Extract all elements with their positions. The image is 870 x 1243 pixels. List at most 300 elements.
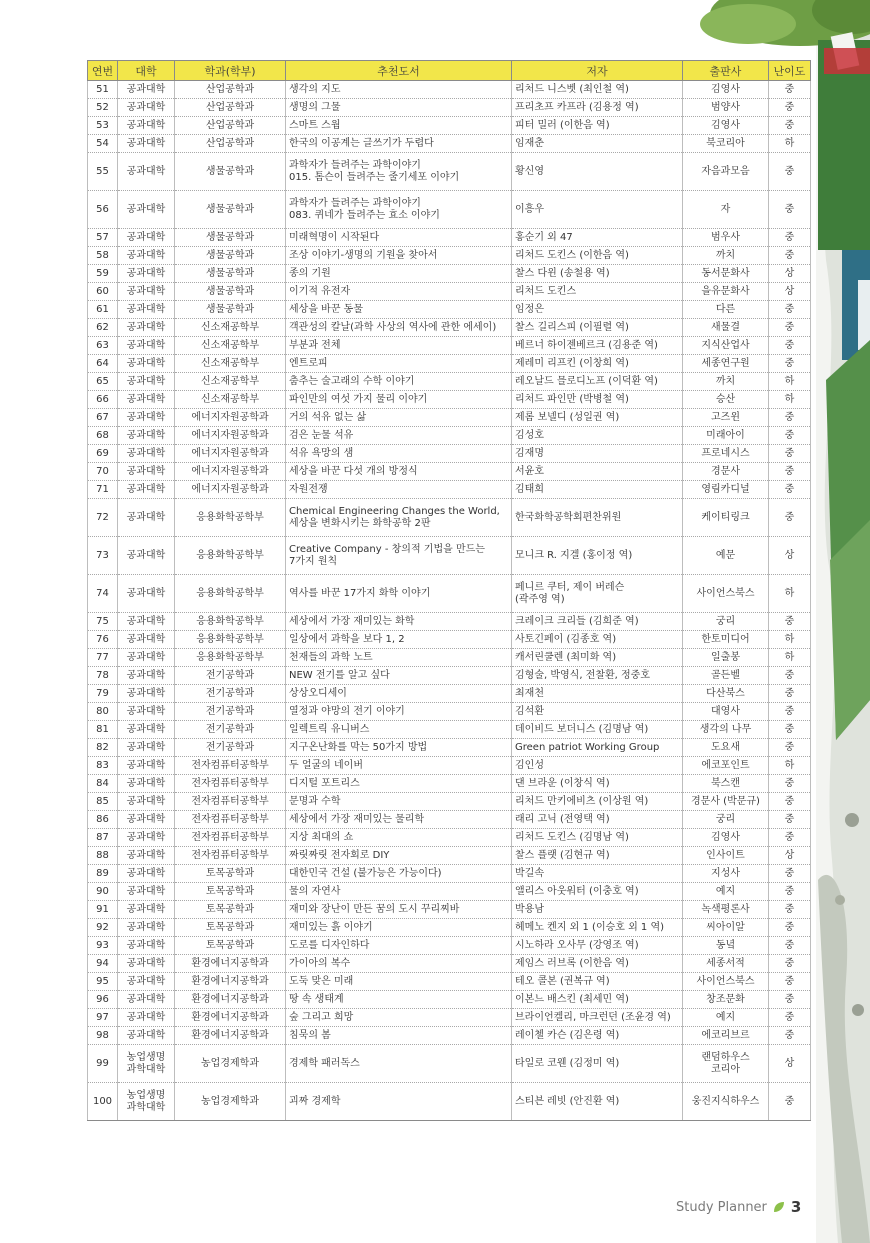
table-row <box>88 301 811 319</box>
cell-publisher <box>683 463 769 481</box>
cell-text-line: 제레미 리프킨 (이창희 역) <box>515 357 629 369</box>
cell-text-line: 경문사 (박문규) <box>691 795 760 807</box>
cell-author <box>512 499 683 537</box>
cell-text-line: 63 <box>96 339 109 351</box>
cell-publisher <box>683 427 769 445</box>
cell-author <box>512 919 683 937</box>
cell-text-line: 공과대학 <box>126 993 166 1005</box>
cell-author <box>512 793 683 811</box>
cell-text-line: 공과대학 <box>126 705 166 717</box>
cell-text-line: 씨아이알 <box>706 921 745 933</box>
cell-text-line: 083. 퀴네가 들려주는 효소 이야기 <box>289 209 440 221</box>
cell-publisher <box>683 775 769 793</box>
cell-text-line: 찰스 플랫 (김현규 역) <box>515 849 610 861</box>
cell-text-line: 공과대학 <box>126 741 166 753</box>
table-row <box>88 81 811 99</box>
cell-text-line: 인사이트 <box>706 849 745 861</box>
cell-publisher <box>683 391 769 409</box>
cell-text-line: 공과대학 <box>126 1011 166 1023</box>
cell-author <box>512 721 683 739</box>
cell-difficulty <box>769 631 811 649</box>
cell-text-line: 리처드 니스벳 (최인철 역) <box>515 83 629 95</box>
cell-text-line: 응용화학공학부 <box>196 549 264 561</box>
cell-book-title <box>286 1045 512 1083</box>
table-row <box>88 811 811 829</box>
cell-publisher <box>683 721 769 739</box>
cell-book-title <box>286 847 512 865</box>
cell-department <box>175 631 286 649</box>
cell-difficulty <box>769 703 811 721</box>
cell-text-line: 석유 욕망의 샘 <box>289 447 354 459</box>
cell-book-title <box>286 117 512 135</box>
cell-text-line: 궁리 <box>715 813 736 825</box>
cell-text-line: 56 <box>96 203 109 215</box>
cell-author <box>512 775 683 793</box>
cell-text-line: 74 <box>96 587 109 599</box>
cell-text-line: 상 <box>784 267 795 279</box>
cell-text-line: 지구온난화를 막는 50가지 방법 <box>289 741 428 753</box>
cell-department <box>175 445 286 463</box>
cell-book-title <box>286 793 512 811</box>
cell-text-line: 박길속 <box>515 867 544 879</box>
table-row <box>88 575 811 613</box>
cell-text-line: 임재춘 <box>515 137 544 149</box>
cell-text-line: 산업공학과 <box>205 101 255 113</box>
cell-text-line: 경제학 패러독스 <box>289 1057 360 1069</box>
cell-publisher <box>683 919 769 937</box>
cell-text-line: 토목공학과 <box>205 921 255 933</box>
cell-text-line: 농업생명 <box>126 1089 166 1101</box>
cell-text-line: 리처드 도킨스 (김명남 역) <box>515 831 629 843</box>
cell-text-line: 공과대학 <box>126 483 166 495</box>
cell-college <box>118 391 175 409</box>
cell-book-title <box>286 991 512 1009</box>
table-row <box>88 355 811 373</box>
cell-text-line: 상상오디세이 <box>289 687 347 699</box>
cell-text-line: 이흥우 <box>515 203 544 215</box>
cell-text-line: 전기공학과 <box>205 723 255 735</box>
cell-book-title <box>286 1083 512 1121</box>
cell-text-line: 프리초프 카프라 (김용정 역) <box>515 101 639 113</box>
cell-text-line: 공과대학 <box>126 867 166 879</box>
cell-department <box>175 973 286 991</box>
cell-text-line: 최재천 <box>515 687 544 699</box>
table-header-row <box>88 61 811 81</box>
cell-publisher <box>683 481 769 499</box>
cell-number <box>88 1009 118 1027</box>
cell-text-line: 북코리아 <box>706 137 745 149</box>
cell-department <box>175 153 286 191</box>
cell-college <box>118 537 175 575</box>
cell-number <box>88 391 118 409</box>
cell-department <box>175 1027 286 1045</box>
cell-number <box>88 703 118 721</box>
cell-difficulty <box>769 847 811 865</box>
table-row <box>88 775 811 793</box>
cell-text-line: 범양사 <box>711 101 740 113</box>
cell-text-line: 환경에너지공학과 <box>191 975 269 987</box>
cell-number <box>88 649 118 667</box>
cell-difficulty <box>769 355 811 373</box>
leaf-icon <box>773 1201 785 1213</box>
cell-text-line: 중 <box>784 957 795 969</box>
cell-department <box>175 919 286 937</box>
cell-department <box>175 135 286 153</box>
cell-text-line: 중 <box>784 83 795 95</box>
cell-text-line: 공과대학 <box>126 921 166 933</box>
cell-text-line: 세종서적 <box>706 957 745 969</box>
cell-text-line: 공과대학 <box>126 101 166 113</box>
cell-publisher <box>683 631 769 649</box>
cell-text-line: 76 <box>96 633 109 645</box>
cell-difficulty <box>769 991 811 1009</box>
cell-book-title <box>286 81 512 99</box>
cell-text-line: 동서문화사 <box>701 267 750 279</box>
cell-department <box>175 265 286 283</box>
table-row <box>88 919 811 937</box>
cell-text-line: 중 <box>784 939 795 951</box>
cell-college <box>118 355 175 373</box>
cell-department <box>175 427 286 445</box>
cell-department <box>175 117 286 135</box>
cell-text-line: 지식산업사 <box>701 339 750 351</box>
cell-publisher <box>683 301 769 319</box>
cell-book-title <box>286 283 512 301</box>
cell-text-line: 도요새 <box>711 741 740 753</box>
cell-text-line: 중 <box>784 119 795 131</box>
cell-number <box>88 301 118 319</box>
cell-number <box>88 81 118 99</box>
cell-text-line: 지성사 <box>711 867 740 879</box>
cell-author <box>512 463 683 481</box>
cell-number <box>88 829 118 847</box>
cell-difficulty <box>769 901 811 919</box>
cell-text-line: 거의 석유 없는 삶 <box>289 411 367 423</box>
cell-number <box>88 865 118 883</box>
cell-publisher <box>683 901 769 919</box>
cell-text-line: 중 <box>784 165 795 177</box>
cell-difficulty <box>769 757 811 775</box>
cell-number <box>88 811 118 829</box>
cell-text-line: 짜릿짜릿 전자회로 DIY <box>289 849 390 861</box>
cell-text-line: 레오날드 믈로디노프 (이덕환 역) <box>515 375 658 387</box>
cell-text-line: 공과대학 <box>126 687 166 699</box>
cell-college <box>118 613 175 631</box>
cell-text-line: 전자컴퓨터공학부 <box>191 831 269 843</box>
cell-text-line: 중 <box>784 231 795 243</box>
cell-difficulty <box>769 793 811 811</box>
cell-college <box>118 649 175 667</box>
cell-number <box>88 355 118 373</box>
cell-difficulty <box>769 649 811 667</box>
cell-text-line: 지상 최대의 쇼 <box>289 831 354 843</box>
cell-text-line: 공과대학 <box>126 885 166 897</box>
cell-text-line: 김석환 <box>515 705 544 717</box>
cell-text-line: 79 <box>96 687 109 699</box>
cell-text-line: 세상을 변화시키는 화학공학 2판 <box>289 517 431 529</box>
cell-text-line: 54 <box>96 137 109 149</box>
cell-author <box>512 135 683 153</box>
cell-book-title <box>286 721 512 739</box>
cell-text-line: 에너지자원공학과 <box>191 483 269 495</box>
cell-text-line: 공과대학 <box>126 975 166 987</box>
cell-book-title <box>286 703 512 721</box>
cell-number <box>88 445 118 463</box>
cell-text-line: 공과대학 <box>126 587 166 599</box>
cell-text-line: 대영사 <box>711 705 740 717</box>
cell-text-line: 62 <box>96 321 109 333</box>
cell-text-line: 타일로 코웬 (김정미 역) <box>515 1057 620 1069</box>
cell-text-line: 전자컴퓨터공학부 <box>191 813 269 825</box>
table-row <box>88 409 811 427</box>
cell-author <box>512 829 683 847</box>
cell-text-line: 전자컴퓨터공학부 <box>191 777 269 789</box>
cell-text-line: 승산 <box>715 393 736 405</box>
table-row <box>88 117 811 135</box>
cell-college <box>118 793 175 811</box>
cell-text-line: 71 <box>96 483 109 495</box>
cell-difficulty <box>769 1045 811 1083</box>
table-row <box>88 829 811 847</box>
cell-book-title <box>286 1027 512 1045</box>
cell-text-line: 하 <box>784 375 795 387</box>
cell-text-line: 65 <box>96 375 109 387</box>
cell-publisher <box>683 537 769 575</box>
cell-difficulty <box>769 919 811 937</box>
cell-text-line: 생물공학과 <box>205 267 255 279</box>
cell-book-title <box>286 499 512 537</box>
cell-text-line: 환경에너지공학과 <box>191 957 269 969</box>
cell-difficulty <box>769 283 811 301</box>
cell-text-line: 모니크 R. 지겔 (홍이정 역) <box>515 549 633 561</box>
table-row <box>88 847 811 865</box>
cell-text-line: 검은 눈물 석유 <box>289 429 354 441</box>
cell-text-line: 농업생명 <box>126 1051 166 1063</box>
cell-difficulty <box>769 191 811 229</box>
table-row <box>88 937 811 955</box>
cell-text-line: 헤메노 켄지 외 1 (이승호 외 1 역) <box>515 921 665 933</box>
header-college: 대학 <box>118 61 175 81</box>
cell-text-line: 83 <box>96 759 109 771</box>
cell-text-line: 공과대학 <box>126 1029 166 1041</box>
cell-text-line: 공과대학 <box>126 615 166 627</box>
cell-publisher <box>683 445 769 463</box>
cell-text-line: 중 <box>784 357 795 369</box>
cell-text-line: 중 <box>784 429 795 441</box>
table-row <box>88 391 811 409</box>
cell-publisher <box>683 973 769 991</box>
cell-department <box>175 847 286 865</box>
header-department: 학과(학부) <box>175 61 286 81</box>
cell-text-line: 두 얼굴의 네이버 <box>289 759 363 771</box>
cell-text-line: 생물공학과 <box>205 303 255 315</box>
cell-difficulty <box>769 409 811 427</box>
cell-text-line: Chemical Engineering Changes the World, <box>289 505 500 517</box>
cell-difficulty <box>769 445 811 463</box>
cell-publisher <box>683 667 769 685</box>
cell-publisher <box>683 283 769 301</box>
cell-text-line: 토목공학과 <box>205 939 255 951</box>
cell-text-line: 87 <box>96 831 109 843</box>
cell-department <box>175 703 286 721</box>
header-difficulty: 난이도 <box>769 61 811 81</box>
cell-college <box>118 481 175 499</box>
cell-publisher <box>683 883 769 901</box>
cell-book-title <box>286 955 512 973</box>
cell-text-line: 중 <box>784 993 795 1005</box>
cell-text-line: 골든벨 <box>711 669 740 681</box>
cell-text-line: 사토긴페이 (김종호 역) <box>515 633 617 645</box>
cell-department <box>175 991 286 1009</box>
cell-difficulty <box>769 1009 811 1027</box>
cell-text-line: 스마트 스웜 <box>289 119 341 131</box>
cell-text-line: 일출봉 <box>711 651 740 663</box>
cell-text-line: 김영사 <box>711 83 740 95</box>
cell-number <box>88 847 118 865</box>
cell-number <box>88 973 118 991</box>
cell-book-title <box>286 901 512 919</box>
cell-text-line: 에코리브르 <box>701 1029 750 1041</box>
cell-book-title <box>286 409 512 427</box>
cell-text-line: 파인만의 여섯 가지 물리 이야기 <box>289 393 428 405</box>
cell-author <box>512 81 683 99</box>
cell-text-line: 테오 콜본 (권복규 역) <box>515 975 610 987</box>
cell-author <box>512 883 683 901</box>
cell-department <box>175 901 286 919</box>
cell-text-line: 가이아의 복수 <box>289 957 351 969</box>
cell-college <box>118 937 175 955</box>
cell-text-line: 공과대학 <box>126 511 166 523</box>
cell-text-line: 중 <box>784 1011 795 1023</box>
cell-book-title <box>286 811 512 829</box>
cell-number <box>88 283 118 301</box>
cell-text-line: 92 <box>96 921 109 933</box>
cell-text-line: 레이첼 카슨 (김은령 역) <box>515 1029 620 1041</box>
cell-text-line: 김영사 <box>711 119 740 131</box>
cell-text-line: 88 <box>96 849 109 861</box>
cell-difficulty <box>769 1027 811 1045</box>
cell-department <box>175 739 286 757</box>
cell-number <box>88 937 118 955</box>
cell-text-line: 래리 고닉 (전영택 역) <box>515 813 610 825</box>
cell-difficulty <box>769 337 811 355</box>
cell-text-line: 중 <box>784 813 795 825</box>
cell-college <box>118 901 175 919</box>
table-row <box>88 247 811 265</box>
cell-text-line: 코리아 <box>711 1063 740 1075</box>
cell-text-line: 공과대학 <box>126 447 166 459</box>
cell-department <box>175 685 286 703</box>
cell-publisher <box>683 191 769 229</box>
cell-text-line: 응용화학공학부 <box>196 651 264 663</box>
cell-author <box>512 537 683 575</box>
table-row <box>88 337 811 355</box>
cell-department <box>175 337 286 355</box>
cell-text-line: 브라이언켈리, 마크런던 (조윤경 역) <box>515 1011 671 1023</box>
cell-number <box>88 739 118 757</box>
cell-college <box>118 153 175 191</box>
cell-text-line: 96 <box>96 993 109 1005</box>
cell-text-line: 서윤호 <box>515 465 544 477</box>
cell-text-line: 중 <box>784 885 795 897</box>
cell-difficulty <box>769 811 811 829</box>
cell-difficulty <box>769 667 811 685</box>
cell-text-line: 중 <box>784 303 795 315</box>
cell-text-line: 중 <box>784 975 795 987</box>
cell-publisher <box>683 499 769 537</box>
cell-text-line: 응용화학공학부 <box>196 615 264 627</box>
page-number: 3 <box>790 1198 802 1216</box>
cell-text-line: (곽주영 역) <box>515 593 565 605</box>
cell-text-line: 공과대학 <box>126 203 166 215</box>
cell-college <box>118 991 175 1009</box>
cell-publisher <box>683 703 769 721</box>
footer-label: Study Planner <box>676 1199 767 1215</box>
table-row <box>88 191 811 229</box>
cell-difficulty <box>769 865 811 883</box>
cell-college <box>118 283 175 301</box>
cell-number <box>88 153 118 191</box>
cell-text-line: 하 <box>784 651 795 663</box>
cell-text-line: 자음과모음 <box>701 165 750 177</box>
cell-publisher <box>683 613 769 631</box>
cell-author <box>512 373 683 391</box>
cell-difficulty <box>769 973 811 991</box>
cell-text-line: 엔트로피 <box>289 357 328 369</box>
cell-text-line: 프로네시스 <box>701 447 750 459</box>
cell-book-title <box>286 883 512 901</box>
cell-text-line: 86 <box>96 813 109 825</box>
cell-text-line: 중 <box>784 249 795 261</box>
cell-text-line: 82 <box>96 741 109 753</box>
cell-publisher <box>683 153 769 191</box>
cell-text-line: 전자컴퓨터공학부 <box>191 795 269 807</box>
cell-book-title <box>286 247 512 265</box>
cell-publisher <box>683 847 769 865</box>
table-row <box>88 265 811 283</box>
cell-text-line: 고즈윈 <box>711 411 740 423</box>
cell-text-line: 공과대학 <box>126 429 166 441</box>
cell-text-line: 찰스 길리스피 (이필렬 역) <box>515 321 629 333</box>
cell-difficulty <box>769 153 811 191</box>
cell-author <box>512 685 683 703</box>
cell-difficulty <box>769 613 811 631</box>
cell-book-title <box>286 919 512 937</box>
cell-department <box>175 463 286 481</box>
cell-department <box>175 721 286 739</box>
cell-text-line: 경문사 <box>711 465 740 477</box>
cell-author <box>512 301 683 319</box>
cell-text-line: 53 <box>96 119 109 131</box>
cell-text-line: 미래아이 <box>706 429 745 441</box>
cell-number <box>88 757 118 775</box>
cell-department <box>175 537 286 575</box>
cell-text-line: 95 <box>96 975 109 987</box>
cell-department <box>175 481 286 499</box>
cell-text-line: 57 <box>96 231 109 243</box>
cell-text-line: 공과대학 <box>126 303 166 315</box>
cell-publisher <box>683 1009 769 1027</box>
cell-text-line: 상 <box>784 549 795 561</box>
cell-text-line: 산업공학과 <box>205 119 255 131</box>
cell-book-title <box>286 865 512 883</box>
cell-text-line: 상 <box>784 285 795 297</box>
cell-publisher <box>683 319 769 337</box>
table-row <box>88 1083 811 1121</box>
cell-text-line: 까치 <box>715 375 736 387</box>
cell-book-title <box>286 373 512 391</box>
cell-text-line: 박용남 <box>515 903 544 915</box>
